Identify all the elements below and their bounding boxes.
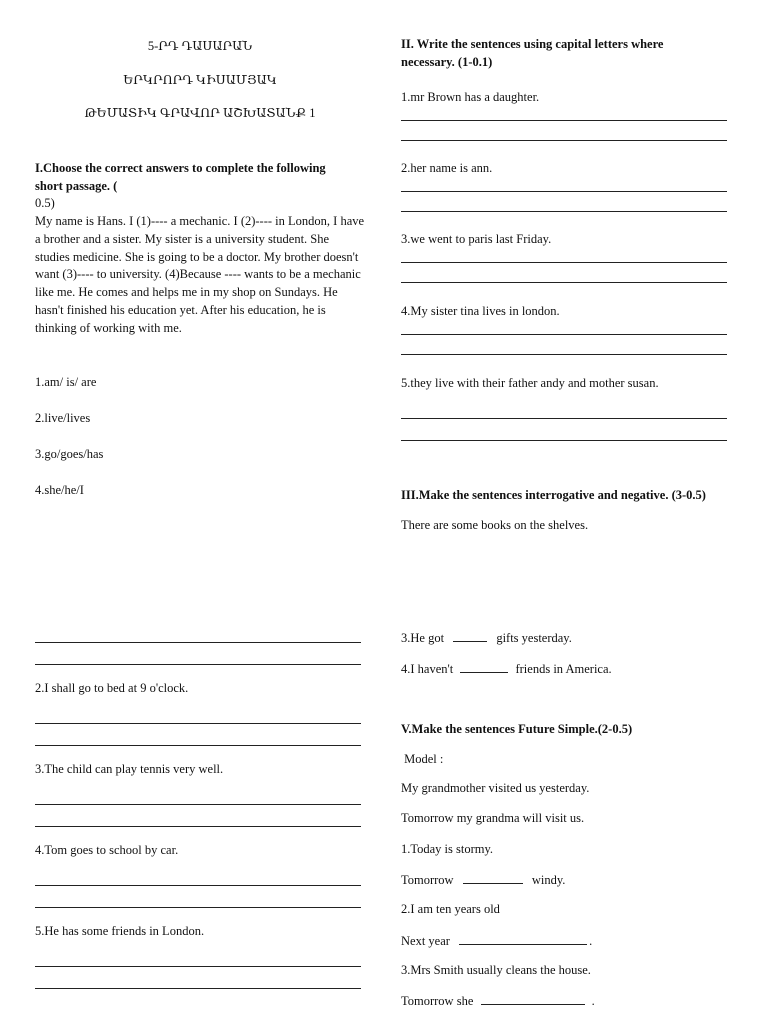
left-item-4: 4.Tom goes to school by car. (35, 843, 179, 857)
answer-line[interactable] (401, 191, 727, 192)
answer-line[interactable] (401, 418, 727, 419)
fill-item-4-post: friends in America. (515, 662, 612, 676)
option-4: 4.she/he/I (35, 483, 84, 497)
section1-title-line2: short passage. ( (35, 179, 118, 193)
answer-line[interactable] (401, 262, 727, 263)
left-item-3: 3.The child can play tennis very well. (35, 762, 224, 776)
section5-title: V.Make the sentences Future Simple.(2-0.5) (401, 722, 633, 736)
answer-line[interactable] (35, 804, 361, 805)
future-a2 (401, 933, 592, 949)
fill-item-4 (401, 661, 612, 677)
option-1: 1.am/ is/ are (35, 375, 97, 389)
answer-line[interactable] (35, 642, 361, 643)
left-item-2: 2.I shall go to bed at 9 o'clock. (35, 681, 189, 695)
fill-blank[interactable] (459, 933, 587, 945)
answer-line[interactable] (401, 211, 727, 212)
future-a2-post: . (589, 934, 593, 948)
option-2: 2.live/lives (35, 411, 91, 425)
fill-blank[interactable] (463, 872, 523, 884)
future-q2: 2.I am ten years old (401, 902, 500, 916)
answer-line[interactable] (401, 354, 727, 355)
future-a3-post: . (591, 994, 595, 1008)
answer-line[interactable] (35, 664, 361, 665)
answer-line[interactable] (35, 907, 361, 908)
answer-line[interactable] (35, 745, 361, 746)
answer-line[interactable] (401, 282, 727, 283)
answer-line[interactable] (401, 440, 727, 441)
model-label: Model : (401, 752, 444, 766)
fill-blank[interactable] (481, 993, 585, 1005)
future-a1 (401, 872, 565, 888)
header-semester: ԵՐԿՐՈՐԴ ԿԻՍԱՄՅԱԿ (123, 73, 277, 87)
fill-item-4-pre: 4.I haven't (401, 662, 454, 676)
answer-line[interactable] (401, 334, 727, 335)
option-3: 3.go/goes/has (35, 447, 104, 461)
future-a1-post: windy. (531, 873, 566, 887)
section1-title-line1: I.Choose the correct answers to complete the following (35, 161, 326, 175)
fill-item-3 (401, 630, 572, 646)
answer-line[interactable] (35, 988, 361, 989)
fill-blank[interactable] (460, 661, 508, 673)
fill-item-3-pre: 3.He got (401, 631, 445, 645)
answer-line[interactable] (401, 140, 727, 141)
model-sentence: My grandmother visited us yesterday. (401, 781, 590, 795)
section2-item-5: 5.they live with their father andy and mother susan. (401, 376, 659, 390)
future-q1: 1.Today is stormy. (401, 842, 494, 856)
answer-line[interactable] (35, 826, 361, 827)
future-a3 (401, 993, 595, 1009)
header-grade: 5-ՐԴ ԴԱՍԱՐԱՆ (147, 39, 253, 53)
section2-title-line2: necessary. (1-0.1) (401, 55, 493, 69)
answer-line[interactable] (35, 723, 361, 724)
section3-title: III.Make the sentences interrogative and negative. (3-0.5) (401, 488, 706, 502)
header-test-title: ԹԵՄԱՏԻԿ ԳՐԱՎՈՐ ԱՇԽԱՏԱՆՔ 1 (84, 106, 316, 120)
section1-score: 0.5) (35, 196, 55, 210)
future-a2-pre: Next year (401, 934, 450, 948)
future-a3-pre: Tomorrow she (401, 994, 474, 1008)
section1-passage: My name is Hans. I (1)---- a mechanic. I (2)---- in London, I have a brother and a sister. My sister is a university student. She studies medicine. She is going to be a doctor. My brother doesn't want (3)---- to university. (4)Because ---- wants to be a mechanic like me. He comes and helps me in my shop on Sundays. He hasn't finished his education yet. After his education, he is thinking of working with me. (35, 214, 365, 335)
section2-item-2: 2.her name is ann. (401, 161, 493, 175)
section2-item-1: 1.mr Brown has a daughter. (401, 90, 540, 104)
answer-line[interactable] (401, 120, 727, 121)
section2-item-3: 3.we went to paris last Friday. (401, 232, 552, 246)
answer-line[interactable] (35, 966, 361, 967)
section2-item-4: 4.My sister tina lives in london. (401, 304, 560, 318)
section2-title-line1: II. Write the sentences using capital letters where (401, 37, 664, 51)
future-q3: 3.Mrs Smith usually cleans the house. (401, 963, 591, 977)
left-item-5: 5.He has some friends in London. (35, 924, 205, 938)
section3-sentence: There are some books on the shelves. (401, 518, 589, 532)
answer-line[interactable] (35, 885, 361, 886)
model-answer: Tomorrow my grandma will visit us. (401, 811, 585, 825)
fill-blank[interactable] (453, 630, 487, 642)
future-a1-pre: Tomorrow (401, 873, 454, 887)
fill-item-3-post: gifts yesterday. (496, 631, 572, 645)
